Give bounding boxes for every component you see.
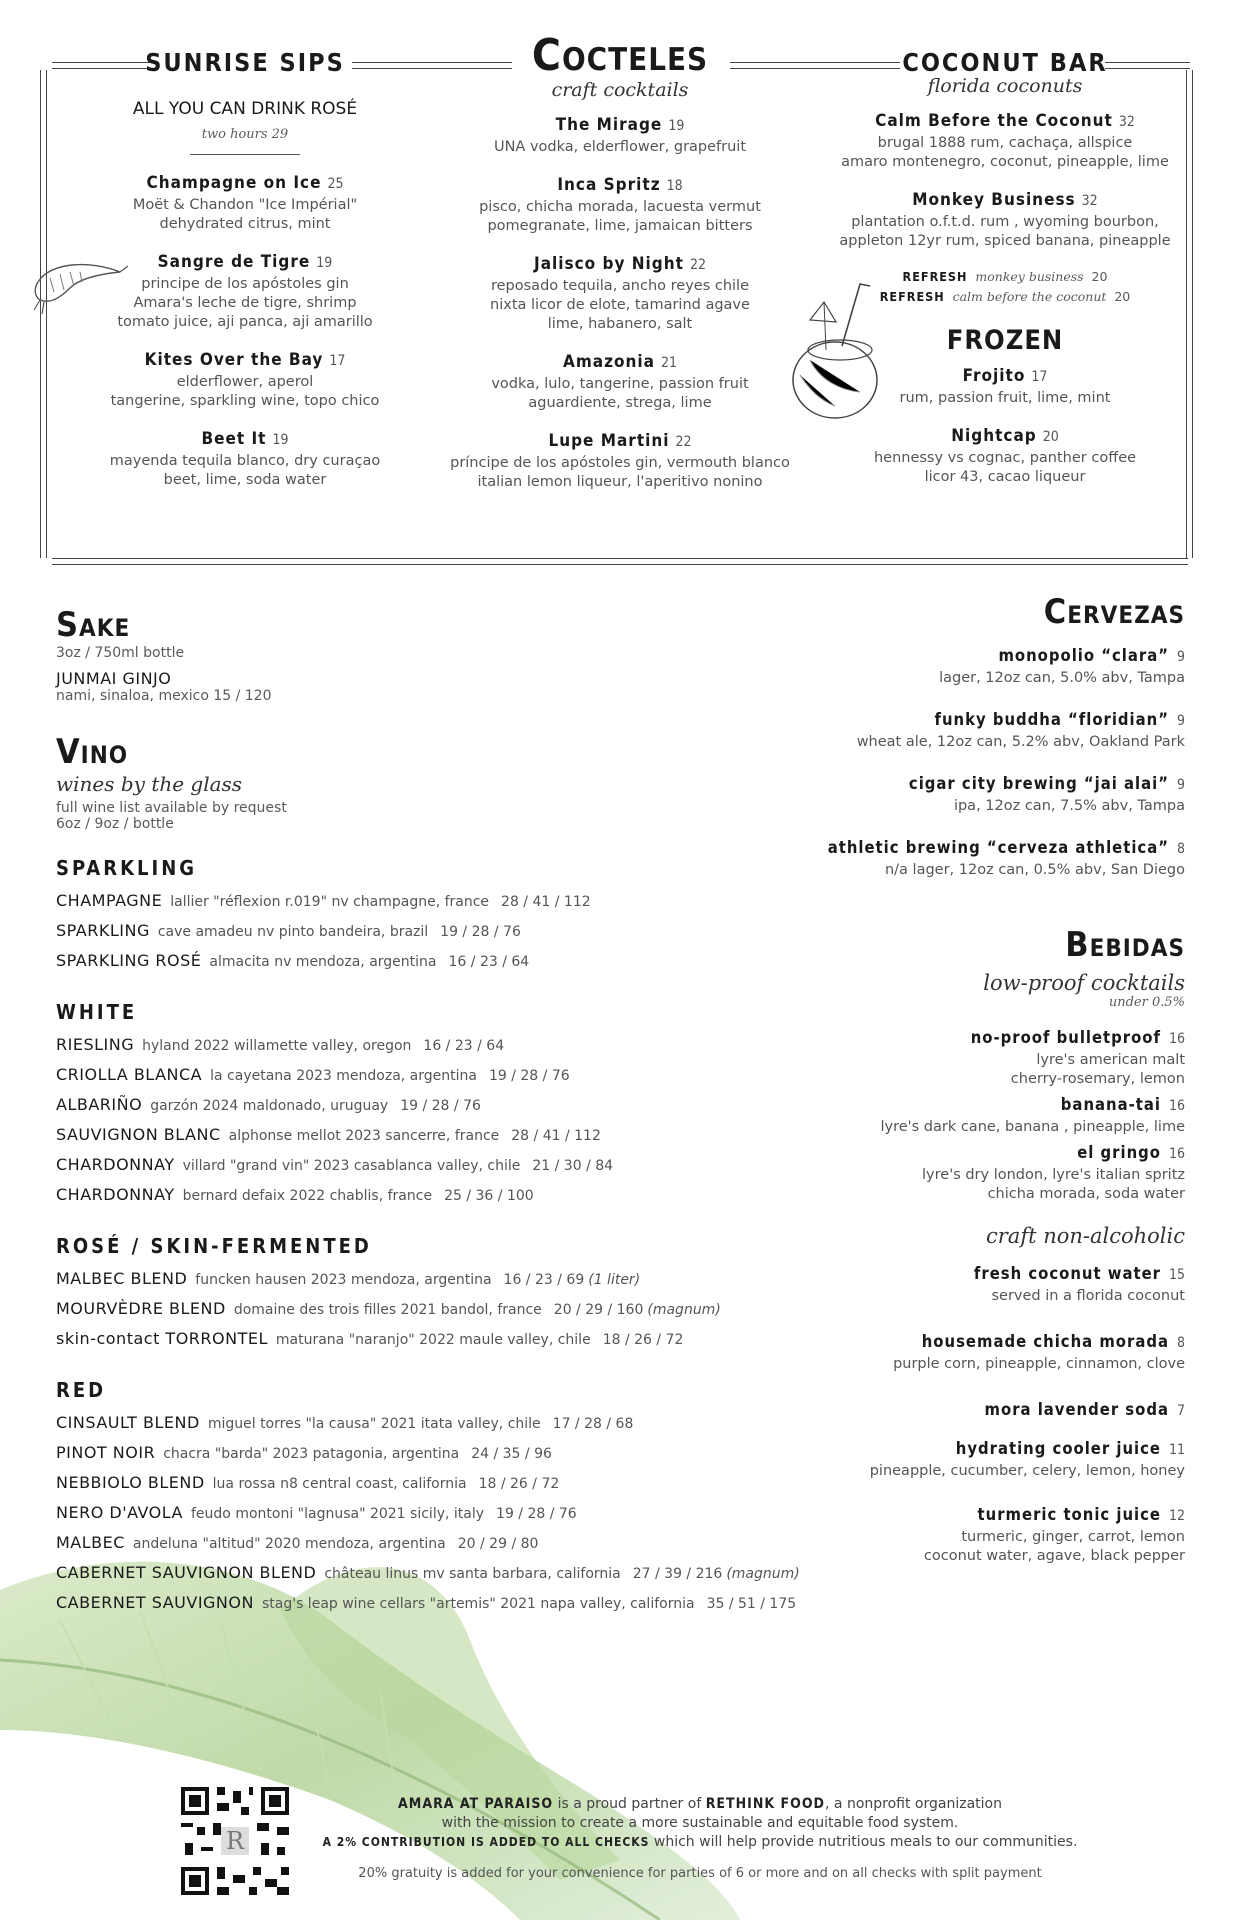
qr-code[interactable] (181, 1787, 289, 1895)
wine-row: CABERNET SAUVIGNON BLEND château linus mv santa barbara, california 27 / 39 / 216 (magnum) (56, 1563, 800, 1582)
wine-row: PINOT NOIR chacra "barda" 2023 patagonia, argentina 24 / 35 / 96 (56, 1443, 552, 1462)
menu-item-name: Beet It 19 (201, 429, 289, 449)
wine-row: CRIOLLA BLANCA la cayetana 2023 mendoza, argentina 19 / 28 / 76 (56, 1065, 570, 1084)
drink-name: turmeric tonic juice 12 (977, 1505, 1185, 1524)
menu-item-desc: pisco, chicha morada, lacuesta vermut pomegranate, lime, jamaican bitters (479, 199, 761, 234)
menu-item-name: Champagne on Ice 25 (146, 173, 344, 193)
menu-item-name: Sangre de Tigre 19 (157, 252, 333, 272)
wine-row: NERO D'AVOLA feudo montoni "lagnusa" 2021 sicily, italy 19 / 28 / 76 (56, 1503, 577, 1522)
wine-row: RIESLING hyland 2022 willamette valley, oregon 16 / 23 / 64 (56, 1035, 505, 1054)
cocteles-title: Cocteles (531, 30, 709, 81)
promo-subtitle: two hours 29 (201, 127, 289, 142)
menu-item-desc: UNA vodka, elderflower, grapefruit (493, 139, 747, 155)
sake-item-desc: nami, sinaloa, mexico 15 / 120 (56, 688, 272, 704)
beer-name: funky buddha “floridian” 9 (934, 710, 1185, 729)
sunrise-sips-title: SUNRISE SIPS (145, 48, 345, 77)
refresh-item: REFRESH monkey business 20 (902, 269, 1108, 284)
divider (190, 154, 300, 155)
drink-desc: pineapple, cucumber, celery, lemon, honey (869, 1463, 1185, 1479)
vino-sizes: 6oz / 9oz / bottle (56, 816, 174, 832)
drink-name: mora lavender soda 7 (984, 1400, 1185, 1419)
drink-name: banana-tai 16 (1060, 1095, 1185, 1114)
drink-desc: lyre's dark cane, banana , pineapple, lime (880, 1119, 1185, 1135)
menu-item-name: Calm Before the Coconut 32 (875, 111, 1135, 131)
shrimp-illustration (30, 252, 130, 316)
bebidas-section (765, 925, 1185, 1566)
beer-desc: ipa, 12oz can, 7.5% abv, Tampa (953, 798, 1185, 814)
coconut-bar-subtitle: florida coconuts (927, 75, 1083, 97)
menu-item-desc: mayenda tequila blanco, dry curaçao beet, lime, soda water (109, 453, 381, 488)
coconut-bar-column (820, 48, 1190, 487)
vino-title: Vino (56, 732, 129, 772)
drink-desc: purple corn, pineapple, cinnamon, clove (893, 1356, 1185, 1372)
frame-line (1192, 70, 1193, 558)
coconut-bar-title: COCONUT BAR (902, 48, 1108, 77)
cervezas-title: Cervezas (1043, 592, 1185, 632)
menu-item-desc: príncipe de los apóstoles gin, vermouth blanco italian lemon liqueur, l'aperitivo nonino (450, 455, 790, 490)
menu-item-desc: hennessy vs cognac, panther coffee licor 43, cacao liqueur (873, 450, 1137, 485)
menu-item-name: Kites Over the Bay 17 (144, 350, 346, 370)
wine-row: MALBEC andeluna "altitud" 2020 mendoza, argentina 20 / 29 / 80 (56, 1533, 539, 1552)
drink-desc: lyre's american malt cherry-rosemary, lemon (1010, 1052, 1185, 1087)
footer-line-2: with the mission to create a more sustainable and equitable food system. (441, 1815, 959, 1831)
sake-title: Sake (56, 605, 131, 645)
bebidas-title: Bebidas (1065, 925, 1185, 965)
menu-item-name: Nightcap 20 (951, 426, 1059, 446)
menu-item-desc: rum, passion fruit, lime, mint (899, 390, 1111, 406)
menu-item-name: Frojito 17 (962, 366, 1048, 386)
wine-row: CHARDONNAY villard "grand vin" 2023 casablanca valley, chile 21 / 30 / 84 (56, 1155, 614, 1174)
beer-desc: n/a lager, 12oz can, 0.5% abv, San Diego (884, 862, 1185, 878)
wine-row: ALBARIÑO garzón 2024 maldonado, uruguay 19 / 28 / 76 (56, 1095, 481, 1114)
wine-row: CHARDONNAY bernard defaix 2022 chablis, france 25 / 36 / 100 (56, 1185, 534, 1204)
drink-desc: served in a florida coconut (991, 1288, 1185, 1304)
menu-item-desc: vodka, lulo, tangerine, passion fruit aguardiente, strega, lime (491, 376, 749, 411)
menu-item-name: Jalisco by Night 22 (534, 254, 706, 274)
beer-desc: wheat ale, 12oz can, 5.2% abv, Oakland Park (856, 734, 1185, 750)
cocteles-subtitle: craft cocktails (551, 79, 689, 101)
wine-row: MOURVÈDRE BLEND domaine des trois filles 2021 bandol, france 20 / 29 / 160 (magnum) (56, 1299, 721, 1318)
frozen-title: FROZEN (946, 325, 1064, 356)
menu-item-name: Inca Spritz 18 (557, 175, 683, 195)
wine-row: SPARKLING cave amadeu nv pinto bandeira, brazil 19 / 28 / 76 (56, 921, 521, 940)
menu-item-desc: elderflower, aperol tangerine, sparkling wine, topo chico (110, 374, 380, 409)
footer-line-1: AMARA AT PARAISO is a proud partner of RETHINK FOOD, a nonprofit organization (398, 1796, 1002, 1812)
wine-row: MALBEC BLEND funcken hausen 2023 mendoza, argentina 16 / 23 / 69 (1 liter) (56, 1269, 641, 1288)
beer-name: athletic brewing “cerveza athletica” 8 (827, 838, 1185, 857)
promo-title: ALL YOU CAN DRINK ROSÉ (132, 99, 358, 119)
menu-item-desc: Moët & Chandon "Ice Impérial" dehydrated citrus, mint (132, 197, 358, 232)
beer-name: monopolio “clara” 9 (998, 646, 1185, 665)
wine-category-title: ROSÉ / SKIN-FERMENTED (56, 1234, 372, 1258)
lowproof-subtitle: under 0.5% (1108, 995, 1185, 1010)
lowproof-title: low-proof cocktails (983, 971, 1185, 995)
wine-row: skin-contact TORRONTEL maturana "naranjo" 2022 maule valley, chile 18 / 26 / 72 (56, 1329, 684, 1348)
frame-line (52, 564, 1188, 565)
menu-item-name: Amazonia 21 (563, 352, 677, 372)
sake-section (56, 605, 272, 704)
gratuity-note: 20% gratuity is added for your convenience for parties of 6 or more and on all checks with split payment (358, 1866, 1042, 1881)
wine-row: NEBBIOLO BLEND lua rossa n8 central coast, california 18 / 26 / 72 (56, 1473, 560, 1492)
vino-subtitle: wines by the glass (56, 772, 243, 796)
beer-name: cigar city brewing “jai alai” 9 (908, 774, 1185, 793)
sunrise-items (70, 173, 420, 490)
wine-row: CABERNET SAUVIGNON stag's leap wine cellars "artemis" 2021 napa valley, california 35 / 51 / 175 (56, 1593, 797, 1612)
menu-item-desc: brugal 1888 rum, cachaça, allspice amaro montenegro, coconut, pineapple, lime (841, 135, 1169, 170)
wine-row: CHAMPAGNE lallier "réflexion r.019" nv champagne, france 28 / 41 / 112 (56, 891, 591, 910)
refresh-item: REFRESH calm before the coconut 20 (879, 289, 1131, 304)
footer-text (300, 1795, 1100, 1883)
wine-category-title: RED (56, 1378, 107, 1402)
drink-name: housemade chicha morada 8 (921, 1332, 1185, 1351)
svg-text:R: R (225, 1827, 245, 1855)
menu-item-name: Lupe Martini 22 (548, 431, 692, 451)
sake-item-name: JUNMAI GINJO (56, 669, 172, 688)
wine-row: SAUVIGNON BLANC alphonse mellot 2023 sancerre, france 28 / 41 / 112 (56, 1125, 601, 1144)
drink-desc: turmeric, ginger, carrot, lemon coconut water, agave, black pepper (923, 1529, 1185, 1564)
wine-row: SPARKLING ROSÉ almacita nv mendoza, argentina 16 / 23 / 64 (56, 951, 530, 970)
frame-line (52, 558, 1188, 559)
non-alcoholic-title: craft non-alcoholic (986, 1224, 1185, 1248)
wine-row: CINSAULT BLEND miguel torres "la causa" 2021 itata valley, chile 17 / 28 / 68 (56, 1413, 634, 1432)
wine-category-title: SPARKLING (56, 856, 198, 880)
menu-item-name: The Mirage 19 (555, 115, 685, 135)
beer-desc: lager, 12oz can, 5.0% abv, Tampa (939, 670, 1185, 686)
sake-subtitle: 3oz / 750ml bottle (56, 645, 185, 661)
cervezas-section (765, 592, 1185, 880)
drink-name: no-proof bulletproof 16 (970, 1028, 1185, 1047)
cocteles-column (430, 30, 810, 492)
drink-name: el gringo 16 (1077, 1143, 1185, 1162)
footer-line-3: A 2% CONTRIBUTION IS ADDED TO ALL CHECKS which will help provide nutritious meals to our communities. (322, 1834, 1078, 1850)
wine-category-title: WHITE (56, 1000, 138, 1024)
menu-item-desc: reposado tequila, ancho reyes chile nixta licor de elote, tamarind agave lime, habanero, salt (490, 278, 750, 332)
menu-item-name: Monkey Business 32 (912, 190, 1098, 210)
vino-section (56, 732, 856, 1618)
vino-note: full wine list available by request (56, 800, 287, 816)
refresh-list (820, 267, 1190, 307)
menu-item-desc: plantation o.f.t.d. rum , wyoming bourbon, appleton 12yr rum, spiced banana, pineapple (839, 214, 1171, 249)
drink-name: fresh coconut water 15 (973, 1264, 1185, 1283)
drink-name: hydrating cooler juice 11 (955, 1439, 1185, 1458)
drink-desc: lyre's dry london, lyre's italian spritz chicha morada, soda water (922, 1167, 1185, 1202)
menu-item-desc: principe de los apóstoles gin Amara's leche de tigre, shrimp tomato juice, aji panca, aji amarillo (117, 276, 373, 330)
